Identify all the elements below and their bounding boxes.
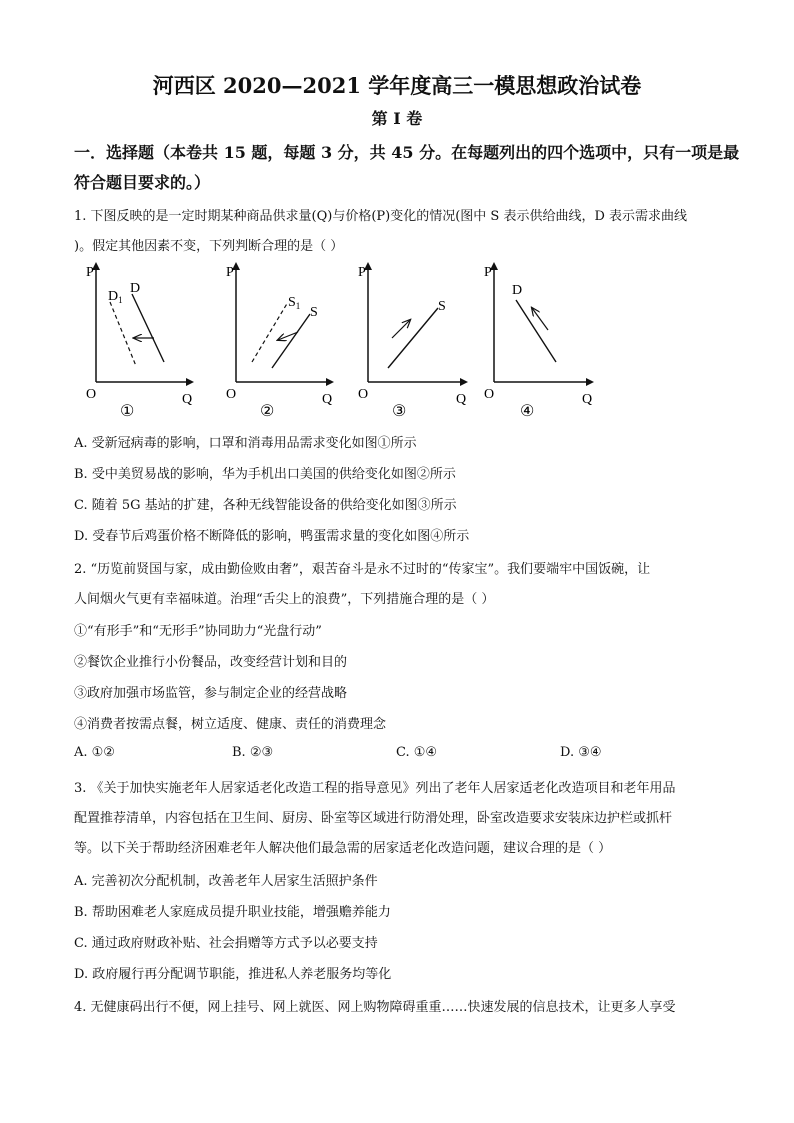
- q3-stem-line1: 3. 《关于加快实施老年人居家适老化改造工程的指导意见》列出了老年人居家适老化改造项目和老年用品: [74, 781, 676, 796]
- section-instructions-line2: 符合题目要求的。）: [74, 173, 211, 192]
- graph-3-p-label: P: [358, 265, 366, 280]
- graph-3: [358, 264, 466, 420]
- graph-4-number: ④: [520, 403, 535, 420]
- q1-supply-demand-graphs: [74, 258, 634, 426]
- graph-1-number: ①: [120, 403, 135, 420]
- q2-item-4: ④消费者按需点餐，树立适度、健康、责任的消费理念: [74, 717, 387, 732]
- q2-item-3: ③政府加强市场监管，参与制定企业的经营战略: [74, 686, 348, 701]
- q3-option-b: B. 帮助困难老人家庭成员提升职业技能，增强赡养能力: [74, 905, 391, 920]
- graph-3-curve-label-s: S: [438, 299, 446, 314]
- graph-4-p-label: P: [484, 265, 492, 280]
- graph-4-q-label: Q: [582, 392, 593, 407]
- graph-1: [86, 264, 192, 420]
- q3-option-c: C. 通过政府财政补贴、社会捐赠等方式予以必要支持: [74, 936, 378, 951]
- graph-1-curve-label-d: D: [130, 281, 141, 296]
- graph-1-demand-curve-d1: [110, 302, 136, 366]
- graph-2-q-label: Q: [322, 392, 333, 407]
- q3-option-d: D. 政府履行再分配调节职能，推进私人养老服务均等化: [74, 967, 392, 982]
- page-title: 河西区 2020—2021 学年度高三一模思想政治试卷: [152, 73, 642, 98]
- q2-option-d: D. ③④: [560, 745, 602, 760]
- q1-option-b: B. 受中美贸易战的影响，华为手机出口美国的供给变化如图②所示: [74, 467, 456, 482]
- q2-option-a: A. ①②: [74, 745, 115, 760]
- q2-item-2: ②餐饮企业推行小份餐品，改变经营计划和目的: [74, 655, 348, 670]
- volume-heading: 第 I 卷: [371, 109, 423, 128]
- graph-4-movement-arrow: [532, 308, 548, 330]
- graph-1-p-label: P: [86, 265, 94, 280]
- q3-stem-line2: 配置推荐清单，内容包括在卫生间、厨房、卧室等区域进行防滑处理，卧室改造要求安装床边护栏或抓杆: [74, 811, 673, 826]
- graph-3-origin-label: O: [358, 387, 369, 402]
- graph-3-supply-curve-s: [388, 308, 438, 368]
- q1-option-c: C. 随着 5G 基站的扩建，各种无线智能设备的供给变化如图③所示: [74, 498, 457, 513]
- graph-3-movement-arrow: [392, 320, 410, 338]
- graph-4: [484, 264, 592, 420]
- q2-stem-line2: 人间烟火气更有幸福味道。治理“舌尖上的浪费”，下列措施合理的是（ ）: [74, 592, 495, 607]
- q3-option-a: A. 完善初次分配机制，改善老年人居家生活照护条件: [74, 874, 378, 889]
- graph-3-number: ③: [392, 403, 407, 420]
- q2-option-b: B. ②③: [232, 745, 274, 760]
- graph-2-p-label: P: [226, 265, 234, 280]
- graph-1-origin-label: O: [86, 387, 97, 402]
- q1-stem-line1: 1. 下图反映的是一定时期某种商品供求量(Q)与价格(P)变化的情况(图中 S 表示供给曲线，D 表示需求曲线: [74, 209, 688, 224]
- section-instructions-line1: 一．选择题（本卷共 15 题，每题 3 分，共 45 分。在每题列出的四个选项中，只有一项是最: [74, 143, 740, 162]
- graph-4-demand-curve-d: [516, 300, 556, 362]
- graph-2-origin-label: O: [226, 387, 237, 402]
- graph-1-curve-label-d1: $D_1$: [108, 289, 123, 305]
- graph-1-q-label: Q: [182, 392, 193, 407]
- graph-4-origin-label: O: [484, 387, 495, 402]
- graph-2-supply-curve-s: [272, 314, 310, 368]
- graph-4-curve-label-d: D: [512, 283, 523, 298]
- graph-2: [226, 264, 332, 420]
- graph-2-curve-label-s: S: [310, 305, 318, 320]
- graph-2-curve-label-s1: $S_1$: [288, 295, 301, 311]
- q1-option-a: A. 受新冠病毒的影响，口罩和消毒用品需求变化如图①所示: [74, 436, 417, 451]
- q3-stem-line3: 等。以下关于帮助经济困难老年人解决他们最急需的居家适老化改造问题，建议合理的是（ ）: [74, 841, 612, 856]
- graph-2-number: ②: [260, 403, 275, 420]
- q2-stem-line1: 2. “历览前贤国与家，成由勤俭败由奢”，艰苦奋斗是永不过时的“传家宝”。我们要端牢中国饭碗，让: [74, 562, 651, 577]
- q4-stem-line1: 4. 无健康码出行不便，网上挂号、网上就医、网上购物障碍重重……快速发展的信息技术，让更多人享受: [74, 1000, 676, 1015]
- q1-stem-line2: )。假定其他因素不变，下列判断合理的是（ ）: [74, 239, 344, 254]
- q2-item-1: ①“有形手”和“无形手”协同助力“光盘行动”: [74, 624, 322, 639]
- graph-3-q-label: Q: [456, 392, 467, 407]
- graph-1-demand-curve-d: [132, 294, 164, 362]
- q1-option-d: D. 受春节后鸡蛋价格不断降低的影响，鸭蛋需求量的变化如图④所示: [74, 529, 470, 544]
- q2-option-c: C. ①④: [396, 745, 438, 760]
